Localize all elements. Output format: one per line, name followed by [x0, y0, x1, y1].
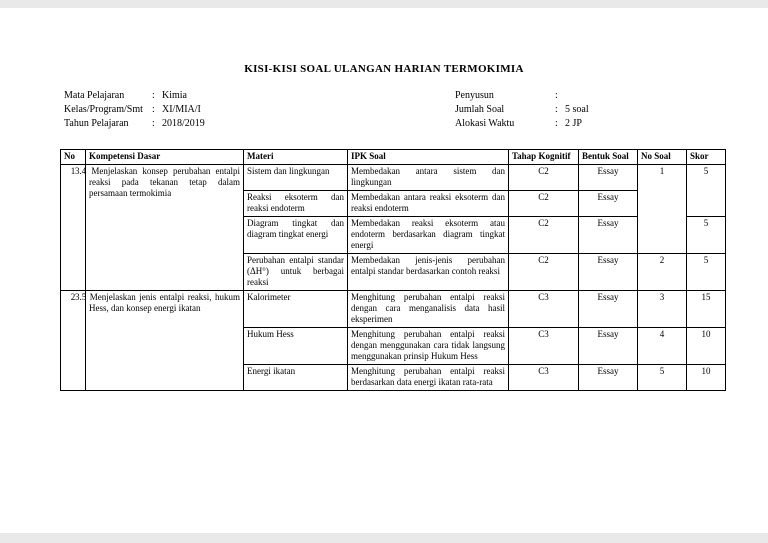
cell-bentuk-soal: Essay [579, 365, 638, 391]
cell-kompetensi-dasar: 3.4 Menjelaskan konsep perubahan entalpi reaksi pada tekanan tetap dalam persamaan termokimia [86, 165, 244, 291]
cell-bentuk-soal: Essay [579, 191, 638, 217]
cell-ipk: Membedakan antara reaksi eksoterm dan reaksi endoterm [348, 191, 509, 217]
cell-ipk: Menghitung perubahan entalpi reaksi dengan cara menganalisis data hasil eksperimen [348, 291, 509, 328]
cell-tahap-kognitif: C2 [509, 165, 579, 191]
cell-bentuk-soal: Essay [579, 291, 638, 328]
meta-value: 5 soal [565, 104, 589, 115]
cell-tahap-kognitif: C3 [509, 328, 579, 365]
meta-separator: : [555, 90, 558, 101]
meta-separator: : [555, 104, 558, 115]
meta-value: 2018/2019 [162, 118, 205, 129]
cell-materi: Reaksi eksoterm dan reaksi endoterm [244, 191, 348, 217]
meta-row-mata-pelajaran [64, 89, 455, 103]
cell-materi: Sistem dan lingkungan [244, 165, 348, 191]
cell-ipk: Membedakan reaksi eksoterm atau endoterm berdasarkan diagram tingkat energi [348, 217, 509, 254]
header-bentuk-soal: Bentuk Soal [579, 150, 638, 165]
cell-materi: Energi ikatan [244, 365, 348, 391]
metadata-left-column [64, 89, 455, 131]
cell-no: 2 [61, 291, 86, 391]
header-tahap-kognitif: Tahap Kognitif [509, 150, 579, 165]
document-page [0, 8, 768, 533]
meta-value: XI/MIA/I [162, 104, 201, 115]
meta-label: Alokasi Waktu [455, 118, 515, 129]
cell-materi: Diagram tingkat dan diagram tingkat energi [244, 217, 348, 254]
cell-materi: Kalorimeter [244, 291, 348, 328]
cell-bentuk-soal: Essay [579, 217, 638, 254]
header-kompetensi-dasar: Kompetensi Dasar [86, 150, 244, 165]
meta-row-penyusun [455, 89, 589, 103]
cell-skor: 10 [687, 328, 726, 365]
cell-no-soal: 3 [638, 291, 687, 328]
meta-label: Kelas/Program/Smt [64, 104, 143, 115]
cell-no-soal: 1 [638, 165, 687, 254]
cell-materi: Perubahan entalpi standar (ΔH°) untuk berbagai reaksi [244, 254, 348, 291]
meta-label: Mata Pelajaran [64, 90, 125, 101]
meta-row-kelas [64, 103, 455, 117]
cell-bentuk-soal: Essay [579, 328, 638, 365]
cell-skor: 5 [687, 254, 726, 291]
cell-tahap-kognitif: C3 [509, 365, 579, 391]
cell-no: 1 [61, 165, 86, 291]
cell-tahap-kognitif: C2 [509, 254, 579, 291]
cell-tahap-kognitif: C3 [509, 291, 579, 328]
header-no-soal: No Soal [638, 150, 687, 165]
cell-ipk: Membedakan antara sistem dan lingkungan [348, 165, 509, 191]
cell-tahap-kognitif: C2 [509, 191, 579, 217]
cell-ipk: Membedakan jenis-jenis perubahan entalpi standar berdasarkan contoh reaksi [348, 254, 509, 291]
cell-kompetensi-dasar: 3.5 Menjelaskan jenis entalpi reaksi, hukum Hess, dan konsep energi ikatan [86, 291, 244, 391]
kisi-kisi-table [60, 149, 726, 391]
meta-label: Tahun Pelajaran [64, 118, 129, 129]
table-row [61, 291, 726, 328]
cell-ipk: Menghitung perubahan entalpi reaksi dengan menggunakan cara tidak langsung menggunakan prinsip Hukum Hess [348, 328, 509, 365]
meta-separator: : [152, 118, 155, 129]
cell-skor: 5 [687, 165, 726, 217]
cell-bentuk-soal: Essay [579, 254, 638, 291]
meta-separator: : [152, 104, 155, 115]
cell-bentuk-soal: Essay [579, 165, 638, 191]
meta-value: Kimia [162, 90, 187, 101]
cell-materi: Hukum Hess [244, 328, 348, 365]
header-materi: Materi [244, 150, 348, 165]
cell-ipk: Menghitung perubahan entalpi reaksi berdasarkan data energi ikatan rata-rata [348, 365, 509, 391]
header-ipk-soal: IPK Soal [348, 150, 509, 165]
table-header-row [61, 150, 726, 165]
meta-row-alokasi-waktu [455, 117, 589, 131]
meta-row-jumlah-soal [455, 103, 589, 117]
meta-row-tahun-pelajaran [64, 117, 455, 131]
table-row [61, 165, 726, 191]
page-title: KISI-KISI SOAL ULANGAN HARIAN TERMOKIMIA [244, 63, 524, 75]
cell-no-soal: 5 [638, 365, 687, 391]
cell-skor: 15 [687, 291, 726, 328]
cell-no-soal: 2 [638, 254, 687, 291]
cell-tahap-kognitif: C2 [509, 217, 579, 254]
metadata-right-column [455, 89, 589, 131]
cell-no-soal: 4 [638, 328, 687, 365]
meta-separator: : [555, 118, 558, 129]
meta-separator: : [152, 90, 155, 101]
cell-skor: 10 [687, 365, 726, 391]
header-no: No [61, 150, 86, 165]
meta-label: Jumlah Soal [455, 104, 505, 115]
header-skor: Skor [687, 150, 726, 165]
cell-skor: 5 [687, 217, 726, 254]
meta-value: 2 JP [565, 118, 582, 129]
meta-label: Penyusun [455, 90, 494, 101]
document-metadata [64, 89, 768, 131]
